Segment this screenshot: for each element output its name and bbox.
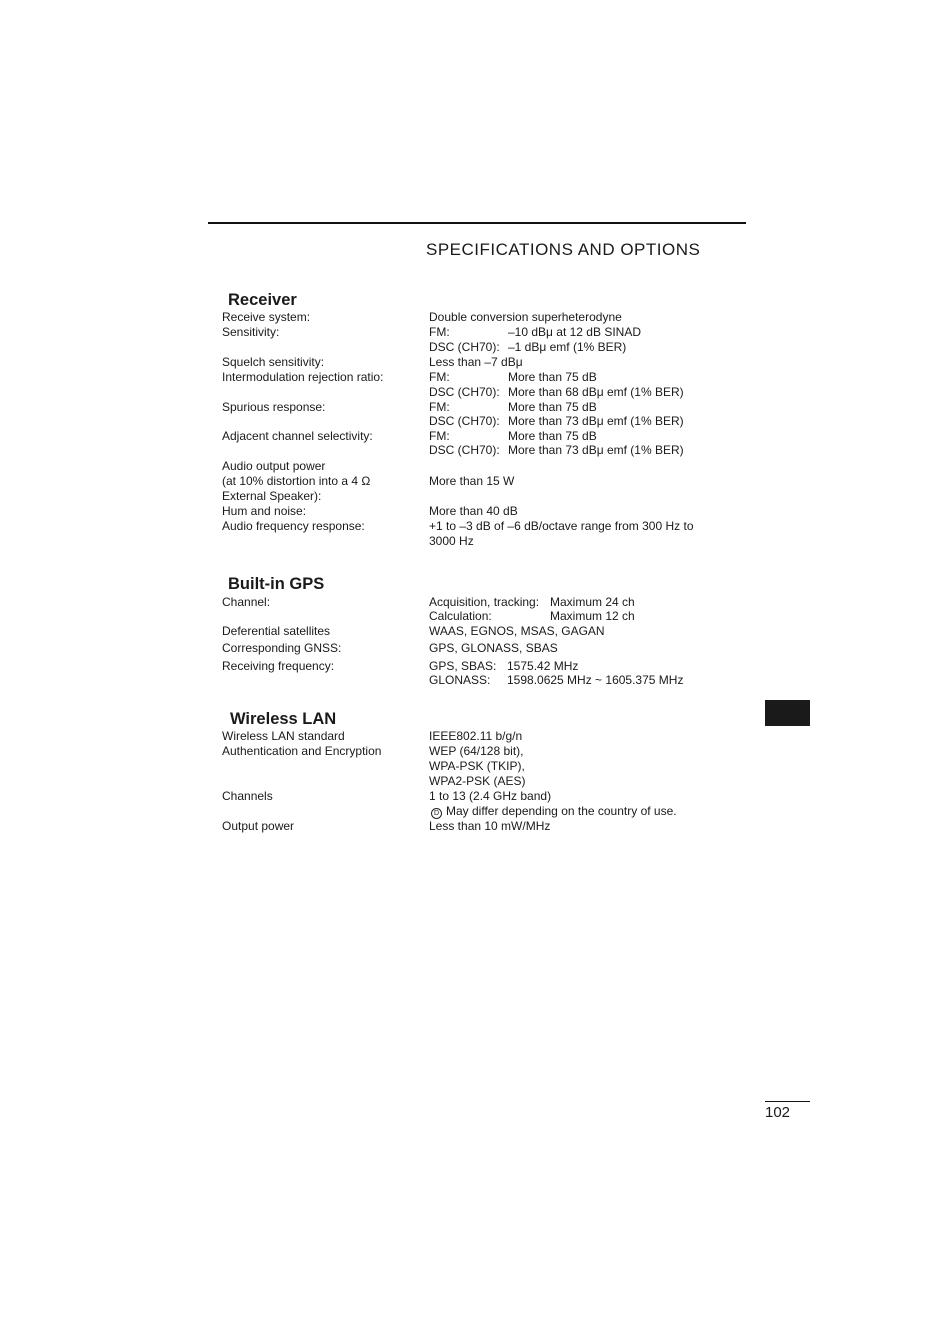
spec-label: Deferential satellites <box>222 624 331 638</box>
spec-value: 1 to 13 (2.4 GHz band) <box>429 789 552 803</box>
spec-label: Receive system: <box>222 310 311 324</box>
spec-value: WAAS, EGNOS, MSAS, GAGAN <box>429 624 605 638</box>
spec-value: More than 75 dB <box>508 400 597 414</box>
section-tab-marker <box>765 700 810 726</box>
spec-label: Channel: <box>222 595 271 609</box>
spec-sublabel: FM: <box>429 325 450 339</box>
spec-value: More than 15 W <box>429 474 515 488</box>
spec-label: Squelch sensitivity: <box>222 355 325 369</box>
gps-heading: Built-in GPS <box>228 575 325 593</box>
spec-sublabel: DSC (CH70): <box>429 414 500 428</box>
spec-label: Wireless LAN standard <box>222 729 345 743</box>
page-number: 102 <box>765 1104 791 1121</box>
spec-value: More than 40 dB <box>429 504 518 518</box>
spec-sublabel: GLONASS: <box>429 673 491 687</box>
spec-sublabel: DSC (CH70): <box>429 385 500 399</box>
page-number-rule <box>765 1101 810 1102</box>
spec-label: Sensitivity: <box>222 325 280 339</box>
spec-sublabel: Calculation: <box>429 609 492 623</box>
spec-label: Spurious response: <box>222 400 326 414</box>
spec-label: Corresponding GNSS: <box>222 641 342 655</box>
spec-value: More than 73 dBμ emf (1% BER) <box>508 443 684 457</box>
spec-sublabel: FM: <box>429 429 450 443</box>
note-text: May differ depending on the country of use. <box>446 804 677 818</box>
page-title: SPECIFICATIONS AND OPTIONS <box>426 240 701 259</box>
spec-sublabel: FM: <box>429 370 450 384</box>
spec-value: More than 73 dBμ emf (1% BER) <box>508 414 684 428</box>
spec-value: WPA-PSK (TKIP), <box>429 759 525 773</box>
spec-sublabel: GPS, SBAS: <box>429 659 497 673</box>
spec-label: (at 10% distortion into a 4 Ω <box>222 474 371 488</box>
spec-value: GPS, GLONASS, SBAS <box>429 641 558 655</box>
spec-label: Adjacent channel selectivity: <box>222 429 373 443</box>
receiver-heading: Receiver <box>228 291 297 309</box>
spec-label: Hum and noise: <box>222 504 307 518</box>
spec-value: WPA2-PSK (AES) <box>429 774 526 788</box>
spec-value: Double conversion superheterodyne <box>429 310 622 324</box>
spec-label: Audio output power <box>222 459 326 473</box>
spec-label: External Speaker): <box>222 489 322 503</box>
note-icon: D <box>431 808 442 819</box>
spec-value: More than 68 dBμ emf (1% BER) <box>508 385 684 399</box>
spec-value: IEEE802.11 b/g/n <box>429 729 523 743</box>
header-rule <box>208 222 746 224</box>
spec-value: Maximum 12 ch <box>550 609 635 623</box>
spec-value: 3000 Hz <box>429 534 474 548</box>
spec-value: +1 to –3 dB of –6 dB/octave range from 300 Hz to <box>429 519 694 533</box>
spec-label: Authentication and Encryption <box>222 744 382 758</box>
spec-value: Maximum 24 ch <box>550 595 635 609</box>
spec-label: Receiving frequency: <box>222 659 335 673</box>
spec-sublabel: Acquisition, tracking: <box>429 595 540 609</box>
spec-value: 1598.0625 MHz ~ 1605.375 MHz <box>507 673 684 687</box>
spec-label: Output power <box>222 819 295 833</box>
spec-value: Less than 10 mW/MHz <box>429 819 551 833</box>
spec-value: –1 dBμ emf (1% BER) <box>508 340 627 354</box>
spec-label: Channels <box>222 789 273 803</box>
spec-value: 1575.42 MHz <box>507 659 579 673</box>
spec-value: More than 75 dB <box>508 370 597 384</box>
spec-sublabel: DSC (CH70): <box>429 443 500 457</box>
note-line <box>429 804 677 819</box>
spec-value: Less than –7 dBμ <box>429 355 523 369</box>
spec-label: Audio frequency response: <box>222 519 365 533</box>
spec-sublabel: DSC (CH70): <box>429 340 500 354</box>
spec-value: –10 dBμ at 12 dB SINAD <box>508 325 641 339</box>
spec-value: WEP (64/128 bit), <box>429 744 524 758</box>
wlan-heading: Wireless LAN <box>230 710 337 728</box>
spec-label: Intermodulation rejection ratio: <box>222 370 384 384</box>
spec-sublabel: FM: <box>429 400 450 414</box>
spec-value: More than 75 dB <box>508 429 597 443</box>
